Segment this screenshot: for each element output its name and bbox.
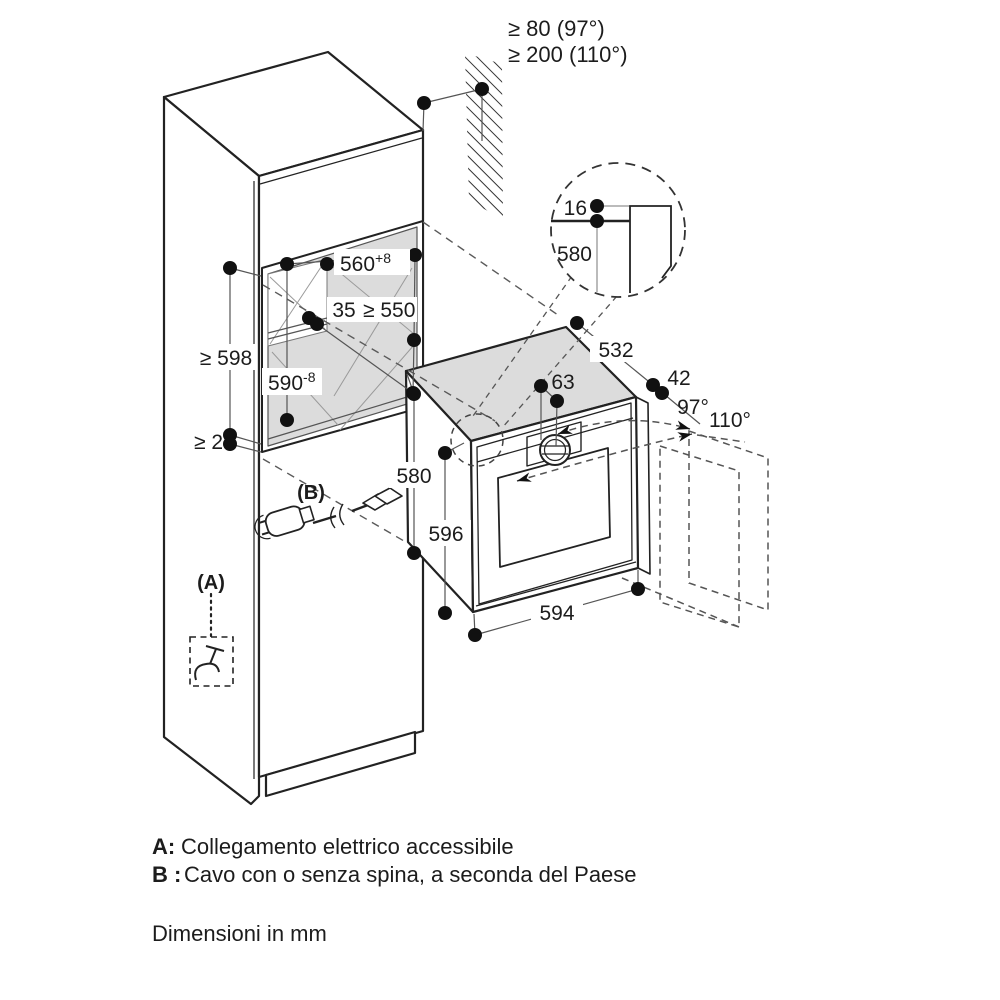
detail-gap-label: 16 bbox=[563, 197, 587, 220]
open-door-110 bbox=[689, 431, 768, 610]
oven-front-height-label: 596 bbox=[428, 523, 464, 546]
niche-height-label: $590^{-8}$ bbox=[268, 369, 316, 395]
legend-a-text: Collegamento elettrico accessibile bbox=[181, 834, 514, 859]
detail-height-label: 580 bbox=[556, 243, 592, 266]
niche-front-height-label: ≥ 598 bbox=[199, 347, 253, 370]
control-knob bbox=[540, 435, 570, 465]
legend-a-key: A: bbox=[152, 834, 176, 859]
knob-offset-label: 63 bbox=[551, 371, 575, 394]
callout-a-label: (A) bbox=[197, 572, 225, 594]
open-door-97 bbox=[660, 446, 739, 627]
oven-front-offset-label: 42 bbox=[667, 367, 691, 390]
bottom-gap-label: ≥ 2 bbox=[193, 431, 223, 454]
niche-depth-label: ≥ 550 bbox=[363, 299, 416, 322]
oven bbox=[406, 327, 650, 612]
callout-b-label: (B) bbox=[297, 482, 325, 504]
wall-clearance-note-1: ≥ 80 (97°) bbox=[508, 16, 605, 41]
legend-b-key: B : bbox=[152, 862, 182, 887]
legend-b-text: Cavo con o senza spina, a seconda del Paese bbox=[184, 862, 637, 887]
oven-top-depth-label: 532 bbox=[598, 339, 634, 362]
swing-angle-110-label: 110° bbox=[709, 409, 751, 432]
cabinet-front-face bbox=[259, 130, 423, 777]
units-note: Dimensioni in mm bbox=[152, 921, 327, 946]
wall-hatch bbox=[465, 53, 503, 219]
legend bbox=[152, 834, 637, 946]
oven-width-label: 594 bbox=[539, 602, 575, 625]
detail-circle-large bbox=[551, 163, 685, 297]
oven-rear-height-label: 580 bbox=[396, 465, 432, 488]
swing-angle-97-label: 97° bbox=[677, 396, 709, 419]
rail-offset-label: 35 bbox=[332, 299, 356, 322]
niche-width-label: $560^{+8}$ bbox=[340, 250, 392, 276]
wall-clearance-note-2: ≥ 200 (110°) bbox=[508, 42, 628, 67]
